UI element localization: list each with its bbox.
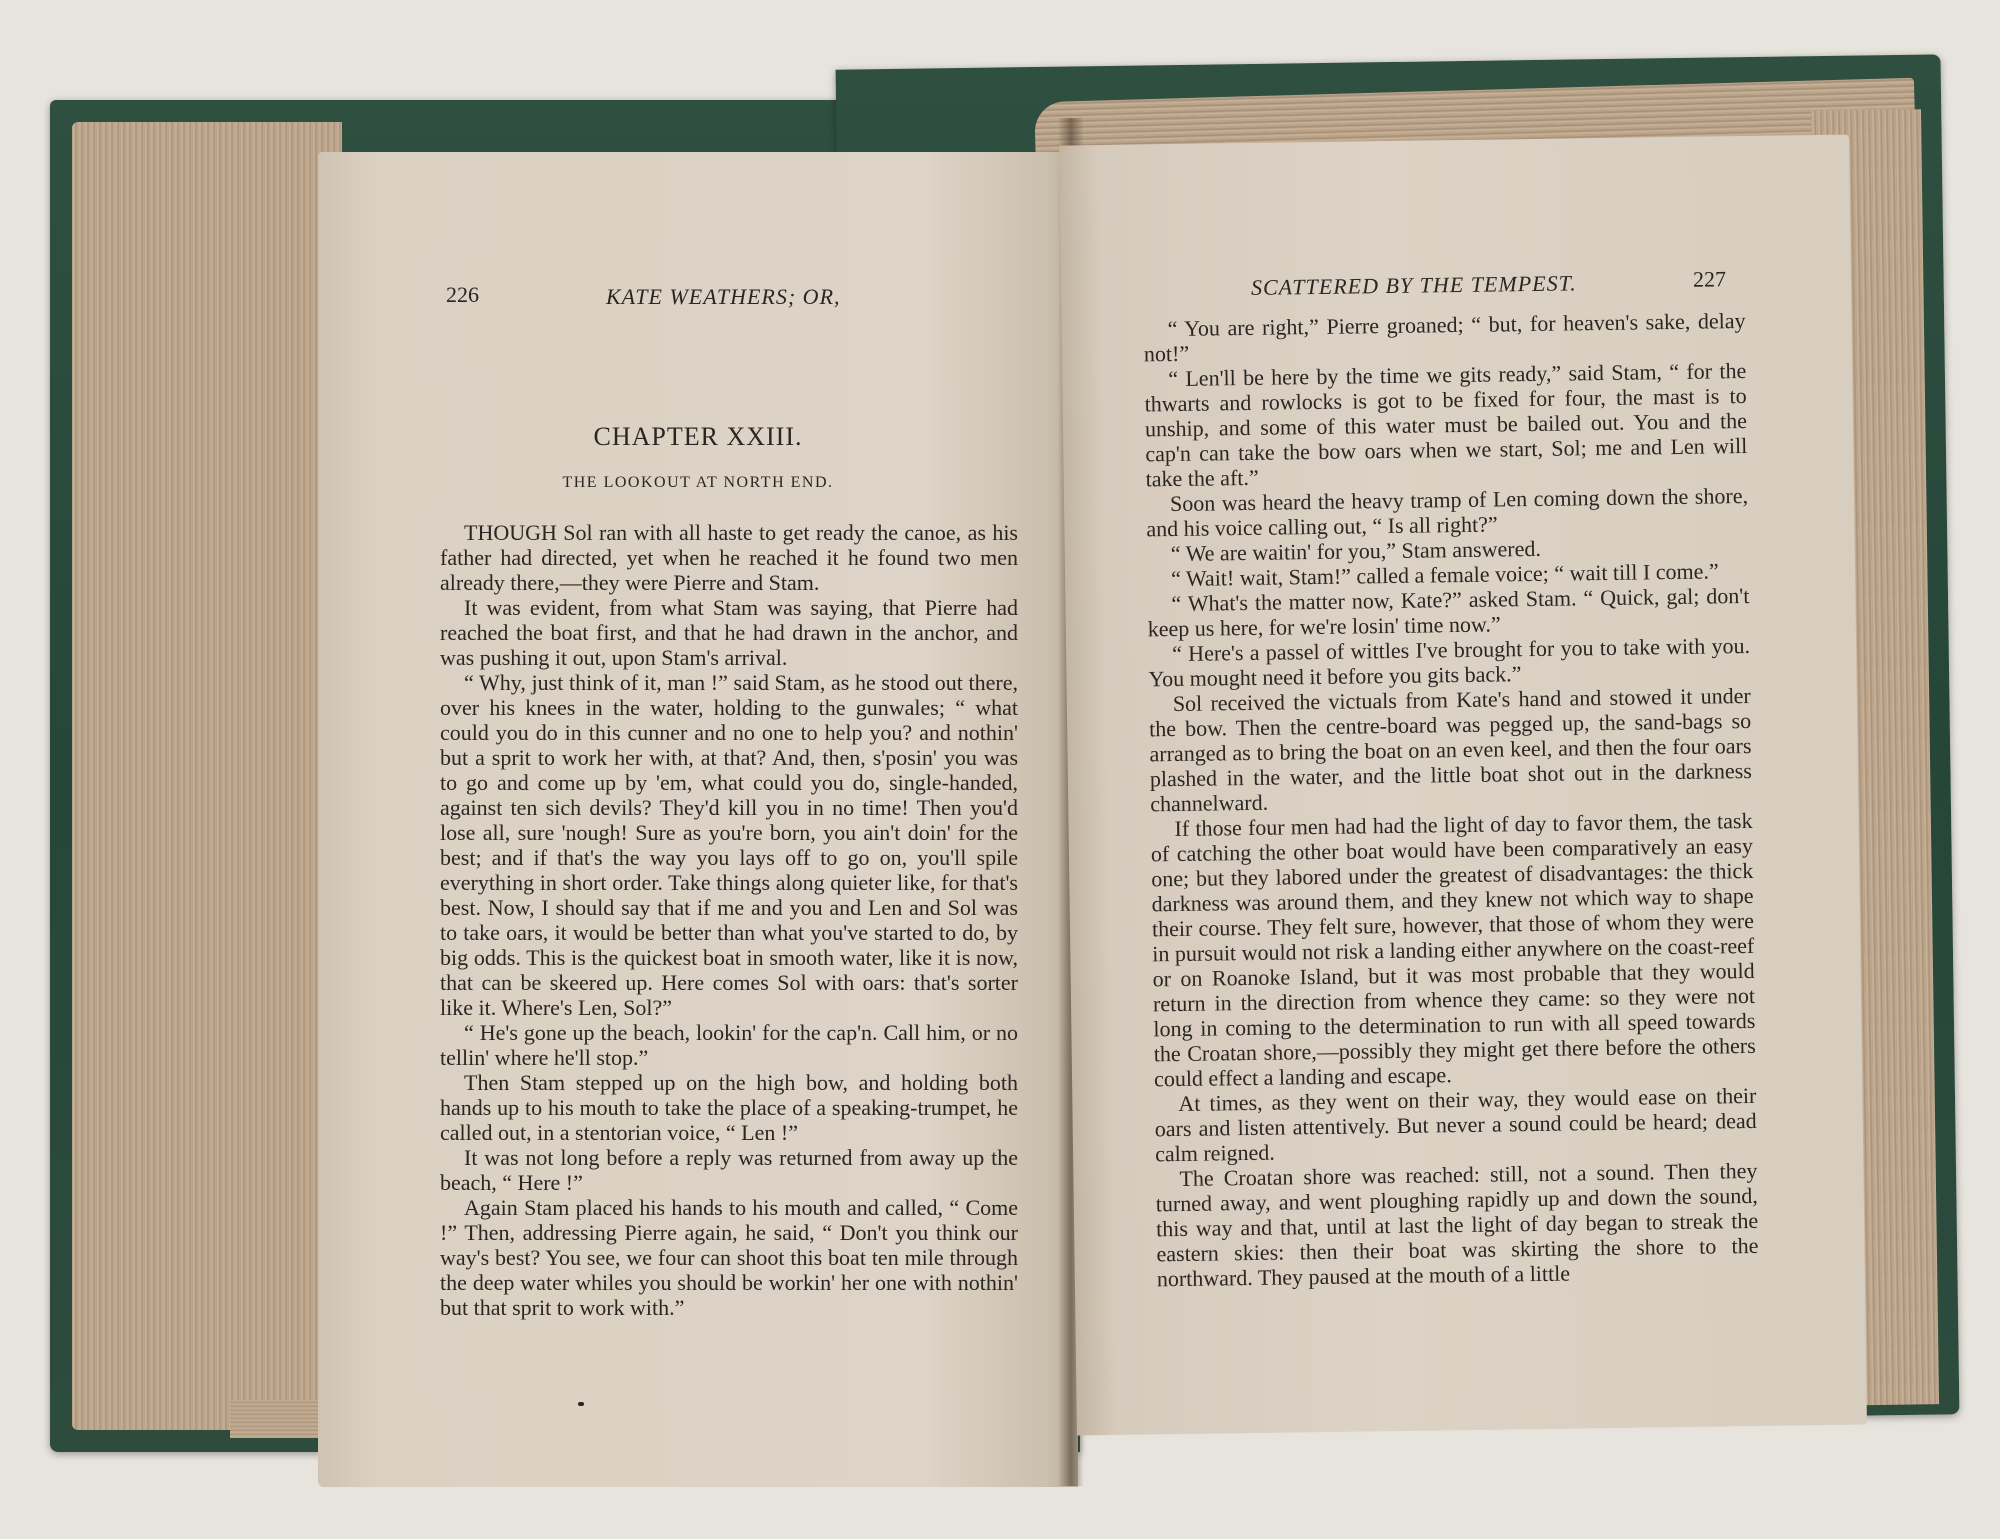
- chapter-title: CHAPTER XXIII.: [593, 422, 803, 451]
- right-page: [1059, 135, 1867, 1436]
- page-number-left: 226: [446, 282, 479, 307]
- paragraph: “ He's gone up the beach, lookin' for the cap'n. Call him, or no tellin' where he'll stop.”: [440, 1020, 1018, 1070]
- page-number-right: 227: [1692, 266, 1727, 292]
- chapter-subtitle: THE LOOKOUT AT NORTH END.: [562, 474, 834, 491]
- paragraph: “ Len'll be here by the time we gits ready,” said Stam, “ for the thwarts and rowlocks is got to be fixed for four, the mast is to unship, and some of this water must be bailed out. You and the cap'n can take the bow oars when we start, Sol; me and Len will take the aft.”: [1144, 358, 1748, 492]
- paragraph: Soon was heard the heavy tramp of Len coming down the shore, and his voice calling out, “ Is all right?”: [1146, 482, 1749, 542]
- paragraph: The Croatan shore was reached: still, not a sound. Then they turned away, and went ploughing rapidly up and down the sound, this way and that, until at last the light of day began to streak the eastern skies: then their boat was skirting the shore to the northward. They paused at the mouth of a little: [1155, 1157, 1759, 1292]
- ink-speck: [578, 1402, 584, 1406]
- left-page-text: [440, 520, 1018, 1320]
- paragraph: It was not long before a reply was returned from away up the beach, “ Here !”: [440, 1145, 1018, 1195]
- paragraph: Then Stam stepped up on the high bow, and holding both hands up to his mouth to take the place of a speaking-trumpet, he called out, in a stentorian voice, “ Len !”: [440, 1070, 1018, 1145]
- paragraph: Again Stam placed his hands to his mouth and called, “ Come !” Then, addressing Pierre again, he said, “ Don't you think our way's best? You see, we four can shoot this boat ten mile through the deep water whiles you should be workin' her one with nothin' but that sprit to work with.”: [440, 1195, 1018, 1320]
- paragraph: “ We are waitin' for you,” Stam answered.: [1170, 535, 1542, 567]
- paragraph: THOUGH Sol ran with all haste to get ready the canoe, as his father had directed, yet when he reached it he found two men already there,—they were Pierre and Stam.: [440, 520, 1018, 595]
- paragraph: “ Wait! wait, Stam!” called a female voice; “ wait till I come.”: [1170, 558, 1719, 592]
- running-head-left: KATE WEATHERS; OR,: [606, 284, 841, 309]
- page-edges-left: [72, 122, 342, 1430]
- paragraph: If those four men had had the light of day to favor them, the task of catching the other boat would have been comparatively an easy one; but they labored under the greatest of disadvantages: the thick darkness was around them, and they knew not which way to shape their course. They felt sure, however, that those of whom they were in pursuit would not risk a landing either anywhere on the coast-reef or on Roanoke Island, but it was most probable that they would return in the direction from whence they came: so they were not long in coming to the determination to run with all speed towards the Croatan shore,—possibly they might get there before the others could effect a landing and escape.: [1150, 807, 1756, 1092]
- paragraph: “ You are right,” Pierre groaned; “ but, for heaven's sake, delay not!”: [1143, 308, 1746, 367]
- paragraph: It was evident, from what Stam was saying, that Pierre had reached the boat first, and that he had drawn in the anchor, and was pushing it out, upon Stam's arrival.: [440, 595, 1018, 670]
- paragraph: At times, as they went on their way, they would ease on their oars and listen attentively. But never a sound could be heard; dead calm reigned.: [1154, 1082, 1757, 1167]
- running-head-right: SCATTERED BY THE TEMPEST.: [1250, 270, 1577, 300]
- paragraph: “ Here's a passel of wittles I've brought for you to take with you. You mought need it before you gits back.”: [1148, 632, 1751, 692]
- left-page: [318, 152, 1078, 1487]
- paragraph: Sol received the victuals from Kate's hand and stowed it under the bow. Then the centre-board was pegged up, the sand-bags so arranged as to bring the boat on an even keel, and then the four oars plashed in the water, and the little boat shot out in the darkness channelward.: [1149, 682, 1752, 817]
- paragraph: “ Why, just think of it, man !” said Stam, as he stood out there, over his knees in the water, holding to the gunwales; “ what could you do in this cunner and no one to help you? and nothin' but a sprit to work her with, at that? And, then, s'posin' you was to go and come up by 'em, what could you do, single-handed, against ten sich devils? They'd kill you in no time! Then you'd lose all, sure 'nough! Sure as you're born, you ain't doin' for the best; and if that's the way you lays off to go on, you'll spile everything in short order. Take things along quieter like, for that's best. Now, I should say that if me and you and Len and Sol was to take oars, it would be better than what you've started to do, by big odds. This is the quickest boat in smooth water, like it is now, that can be skeered up. Here comes Sol with oars: that's sorter like it. Where's Len, Sol?”: [440, 670, 1018, 1020]
- right-page-text: [1143, 308, 1759, 1291]
- paragraph: “ What's the matter now, Kate?” asked Stam. “ Quick, gal; don't keep us here, for we're losin' time now.”: [1147, 582, 1750, 642]
